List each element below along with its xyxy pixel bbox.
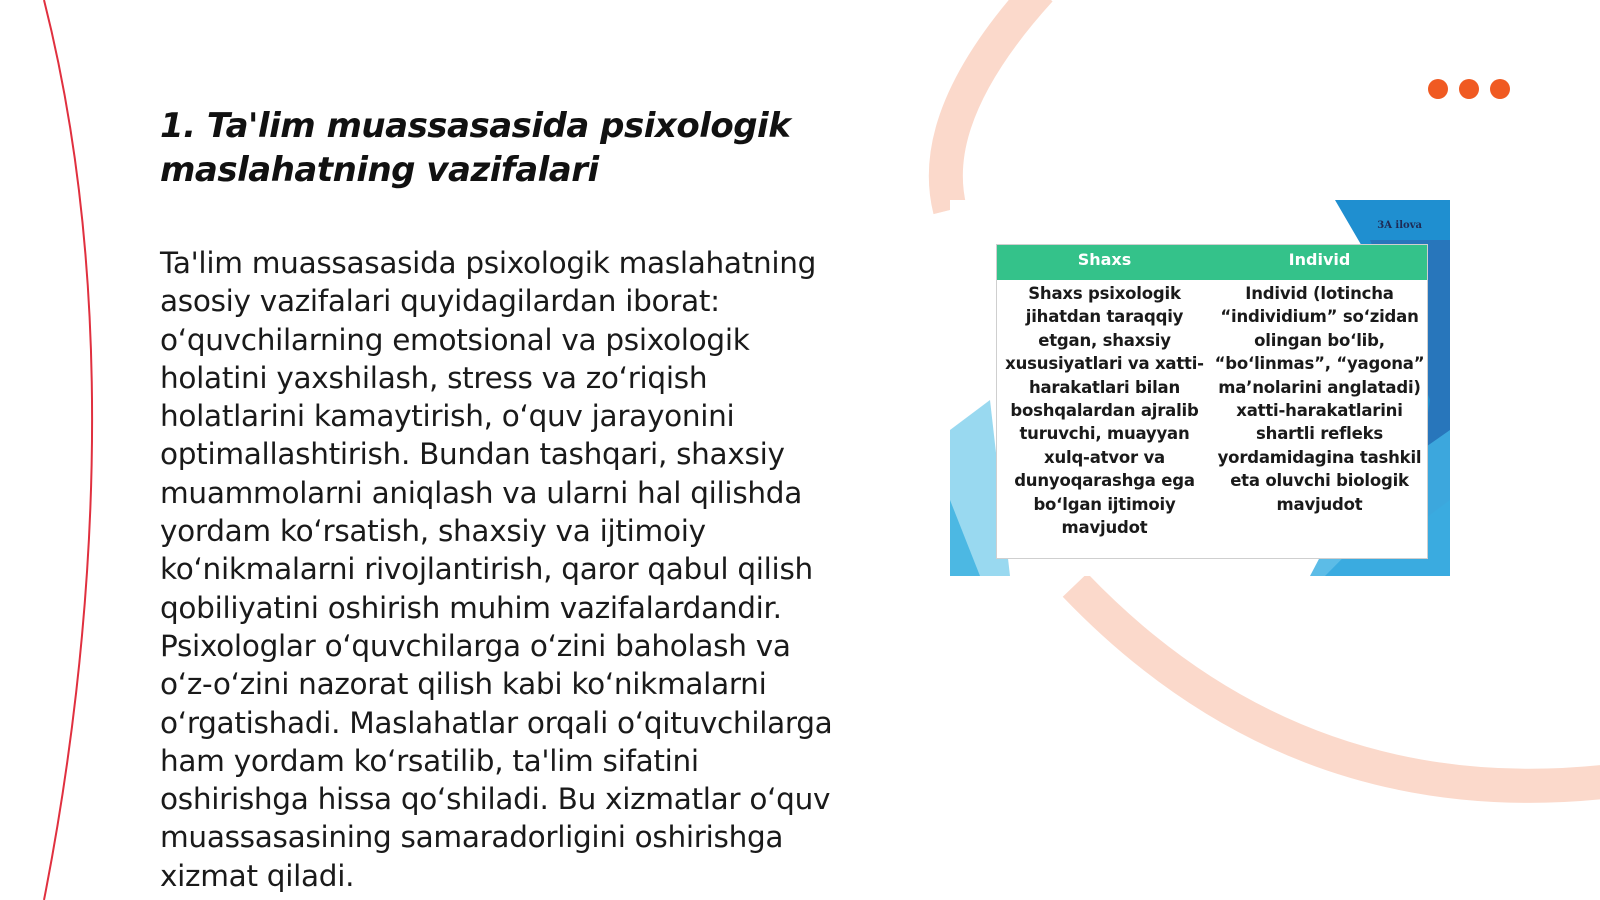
- table-body: [997, 280, 1427, 539]
- peach-arc-lower: [1075, 585, 1600, 786]
- table-header: [997, 245, 1427, 280]
- dot: [1428, 79, 1448, 99]
- figure-tag: 3A ilova: [1377, 220, 1422, 231]
- dot: [1459, 79, 1479, 99]
- menu-dots-icon: [1428, 79, 1510, 99]
- peach-arc: [946, 0, 1040, 210]
- dot: [1490, 79, 1510, 99]
- comparison-table: [996, 244, 1428, 559]
- comparison-figure: [950, 200, 1450, 576]
- column-text-shaxs: Shaxs psixologik jihatdan taraqqiy etgan, shaxsiy xususiyatlari va xatti-harakatlari bilan boshqalardan ajralib turuvchi, muayyan xulq-atvor va dunyoqarashga ega bo‘lgan ijtimoiy mavjudot: [1005, 284, 1204, 538]
- column-header-individ: Individ: [1288, 250, 1351, 269]
- slide-body-text: Ta'lim muassasasida psixologik maslahatning asosiy vazifalari quyidagilardan iborat: o‘quvchilarning emotsional va psixologik holatini yaxshilash, stress va zo‘riqish holatlarini kamaytirish, o‘quv jarayonini optimallashtirish. Bundan tashqari, shaxsiy muammolarni aniqlash va ularni hal qilishda yordam ko‘rsatish, shaxsiy va ijtimoiy ko‘nikmalarni rivojlantirish, qaror qabul qilish qobiliyatini oshirish muhim vazifalardandir. Psixologlar o‘quvchilarga o‘zini baholash va o‘z-o‘zini nazorat qilish kabi ko‘nikmalarni o‘rgatishadi. Maslahatlar orqali o‘qituvchilarga ham yordam ko‘rsatilib, ta'lim sifatini oshirishga hissa qo‘shiladi. Bu xizmatlar o‘quv muassasasining samaradorligini oshirishga xizmat qiladi.: [160, 246, 833, 893]
- left-red-arc: [44, 0, 92, 900]
- column-text-individ: Individ (lotincha “individium” so‘zidan olingan bo‘lib, “bo‘linmas”, “yagona” ma’nolarini anglatadi) xatti-harakatlarini shartli refleks yordamidagina tashkil eta oluvchi biologik mavjudot: [1214, 284, 1425, 514]
- column-header-shaxs: Shaxs: [1077, 250, 1132, 269]
- slide-title: 1. Ta'lim muassasasida psixologik maslahatning vazifalari: [160, 106, 791, 190]
